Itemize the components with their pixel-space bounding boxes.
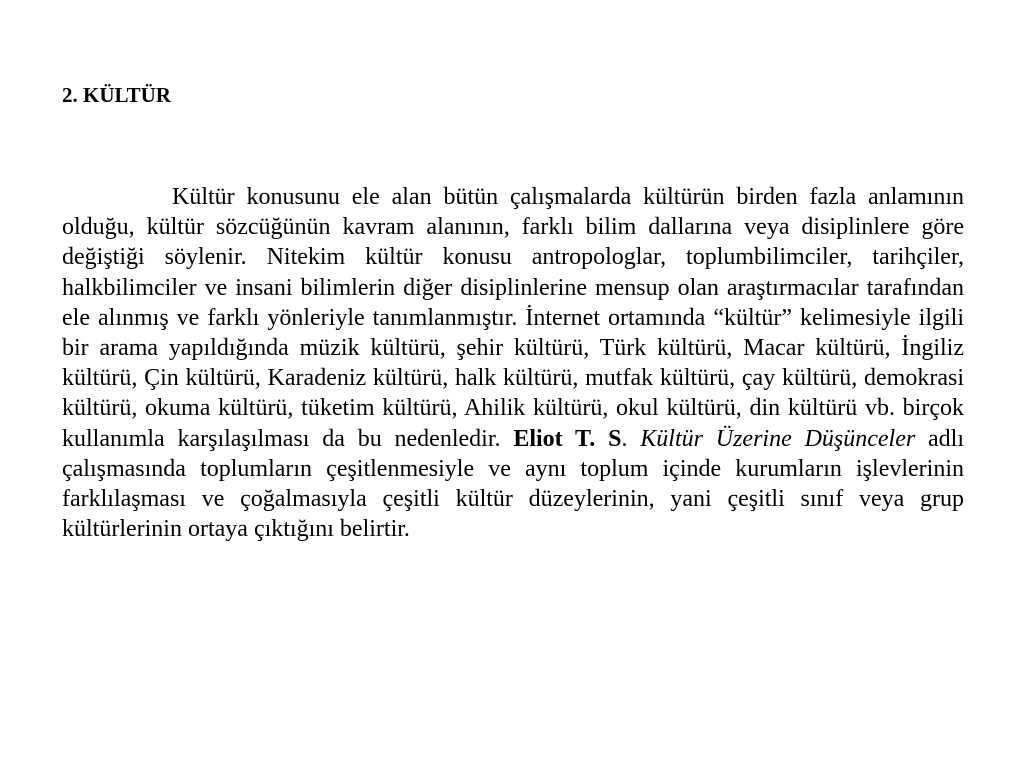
paragraph-text-conclusion: adlı çalışmasında toplumların çeşitlenmesiyle ve aynı toplum içinde kurumların işlevlerinin farklılaşması ve çoğalmasıyla çeşitli kültür düzeylerinin, yani çeşitli sınıf veya grup kültürlerinin ortaya çıktığını belirtir. xyxy=(62,425,965,543)
body-paragraph xyxy=(62,182,964,544)
author-separator: . xyxy=(621,425,628,452)
paragraph-text-intro: Kültür konusunu ele alan bütün çalışmalarda kültürün birden fazla anlamının olduğu, kültür sözcüğünün kavram alanının, farklı bilim dallarına veya disiplinlere göre değiştiği söylenir. Nitekim kültür konusu antropologlar, toplumbilimciler, tarihçiler, halkbilimciler ve insani bilimlerin diğer disiplinlerine mensup olan araştırmacılar tarafından ele alınmış ve farklı yönleriyle tanımlanmıştır. İnternet ortamında “kültür” kelimesiyle ilgili bir arama yapıldığında müzik kültürü, şehir kültürü, Türk kültürü, Macar kültürü, İngiliz kültürü, Çin kültürü, Karadeniz kültürü, halk kültürü, mutfak kültürü, çay kültürü, demokrasi kültürü, okuma kültürü, tüketim kültürü, Ahilik kültürü, okul kültürü, din kültürü vb. birçok kullanımla karşılaşılması da bu nedenledir. xyxy=(62,184,964,452)
author-name: Eliot T. S xyxy=(513,425,622,452)
section-heading: 2. KÜLTÜR xyxy=(62,83,171,107)
work-title: Kültür Üzerine Düşünceler xyxy=(640,425,916,452)
